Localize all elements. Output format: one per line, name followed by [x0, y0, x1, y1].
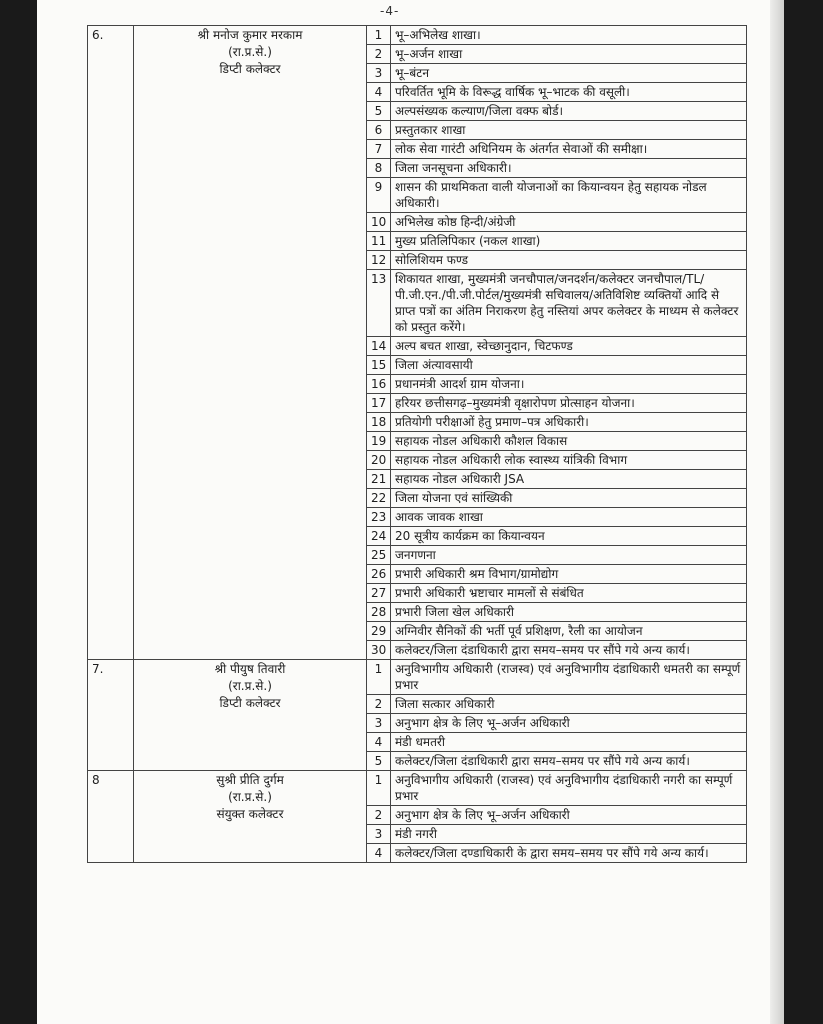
- duty-number: 25: [367, 546, 391, 565]
- duty-text: भू–अभिलेख शाखा।: [391, 26, 747, 45]
- page-edge: [770, 0, 784, 1024]
- duty-number: 23: [367, 508, 391, 527]
- duty-text: आवक जावक शाखा: [391, 508, 747, 527]
- officer-name: सुश्री प्रीति दुर्गम: [216, 773, 284, 787]
- officer-designation: संयुक्त कलेक्टर: [216, 807, 284, 821]
- duty-text: सोलिशियम फण्ड: [391, 251, 747, 270]
- officer-service: (रा.प्र.से.): [228, 679, 272, 693]
- duty-number: 5: [367, 102, 391, 121]
- duty-text: मंडी धमतरी: [391, 733, 747, 752]
- table-row: [88, 26, 747, 45]
- duty-number: 3: [367, 825, 391, 844]
- duty-text: हरियर छत्तीसगढ़–मुख्यमंत्री वृक्षारोपण प्रोत्साहन योजना।: [391, 394, 747, 413]
- duty-number: 4: [367, 844, 391, 863]
- officer-name: श्री पीयुष तिवारी: [214, 662, 286, 676]
- officer-designation: डिप्टी कलेक्टर: [219, 696, 281, 710]
- duty-number: 2: [367, 806, 391, 825]
- duty-number: 30: [367, 641, 391, 660]
- officer-cell: [134, 26, 367, 660]
- duty-text: प्रभारी जिला खेल अधिकारी: [391, 603, 747, 622]
- duty-number: 11: [367, 232, 391, 251]
- duty-text: भू–बंटन: [391, 64, 747, 83]
- duty-number: 20: [367, 451, 391, 470]
- duty-text: अल्प बचत शाखा, स्वेच्छानुदान, चिटफण्ड: [391, 337, 747, 356]
- duty-number: 18: [367, 413, 391, 432]
- duty-number: 12: [367, 251, 391, 270]
- duty-number: 28: [367, 603, 391, 622]
- duty-text: प्रधानमंत्री आदर्श ग्राम योजना।: [391, 375, 747, 394]
- duty-text: अभिलेख कोष्ठ हिन्दी/अंग्रेजी: [391, 213, 747, 232]
- duty-number: 4: [367, 733, 391, 752]
- duty-text: भू–अर्जन शाखा: [391, 45, 747, 64]
- duty-number: 29: [367, 622, 391, 641]
- duty-text: अनुभाग क्षेत्र के लिए भू–अर्जन अधिकारी: [391, 806, 747, 825]
- duty-text: प्रभारी अधिकारी भ्रष्टाचार मामलों से संबंधित: [391, 584, 747, 603]
- duty-number: 3: [367, 64, 391, 83]
- duty-text: प्रस्तुतकार शाखा: [391, 121, 747, 140]
- officer-serial: 6.: [88, 26, 134, 660]
- duty-text: अनुभाग क्षेत्र के लिए भू–अर्जन अधिकारी: [391, 714, 747, 733]
- officer-designation: डिप्टी कलेक्टर: [219, 62, 281, 76]
- duty-text: सहायक नोडल अधिकारी लोक स्वास्थ्य यांत्रिकी विभाग: [391, 451, 747, 470]
- duty-number: 7: [367, 140, 391, 159]
- duty-number: 5: [367, 752, 391, 771]
- table-row: [88, 771, 747, 806]
- work-allocation-table: [87, 25, 747, 863]
- duty-number: 1: [367, 771, 391, 806]
- duty-number: 2: [367, 45, 391, 64]
- duty-text: सहायक नोडल अधिकारी कौशल विकास: [391, 432, 747, 451]
- duty-number: 1: [367, 660, 391, 695]
- duty-number: 10: [367, 213, 391, 232]
- duty-number: 19: [367, 432, 391, 451]
- duty-number: 15: [367, 356, 391, 375]
- duty-text: मुख्य प्रतिलिपिकार (नकल शाखा): [391, 232, 747, 251]
- officer-service: (रा.प्र.से.): [228, 45, 272, 59]
- duty-number: 21: [367, 470, 391, 489]
- duty-number: 2: [367, 695, 391, 714]
- table-row: [88, 660, 747, 695]
- duty-text: कलेक्टर/जिला दंडाधिकारी द्वारा समय–समय पर सौंपे गये अन्य कार्य।: [391, 641, 747, 660]
- officer-cell: [134, 771, 367, 863]
- duty-text: शिकायत शाखा, मुख्यमंत्री जनचौपाल/जनदर्शन/कलेक्टर जनचौपाल/TL/पी.जी.एन./पी.जी.पोर्टल/मुख्यमंत्री सचिवालय/अतिविशिष्ट व्यक्तियों आदि से प्राप्त पत्रों का अंतिम निराकरण हेतु नस्तियां अपर कलेक्टर के माध्यम से कलेक्टर को प्रस्तुत करेंगे।: [391, 270, 747, 337]
- duty-number: 13: [367, 270, 391, 337]
- duty-text: जिला योजना एवं सांख्यिकी: [391, 489, 747, 508]
- duty-number: 3: [367, 714, 391, 733]
- officer-serial: 8: [88, 771, 134, 863]
- duty-number: 26: [367, 565, 391, 584]
- duty-text: 20 सूत्रीय कार्यक्रम का कियान्वयन: [391, 527, 747, 546]
- duty-text: जनगणना: [391, 546, 747, 565]
- duty-text: अल्पसंख्यक कल्याण/जिला वक्फ बोर्ड।: [391, 102, 747, 121]
- duty-number: 22: [367, 489, 391, 508]
- duty-text: कलेक्टर/जिला दण्डाधिकारी के द्वारा समय–समय पर सौंपे गये अन्य कार्य।: [391, 844, 747, 863]
- duty-number: 27: [367, 584, 391, 603]
- duty-number: 8: [367, 159, 391, 178]
- duty-text: अग्निवीर सैनिकों की भर्ती पूर्व प्रशिक्षण, रैली का आयोजन: [391, 622, 747, 641]
- officer-service: (रा.प्र.से.): [228, 790, 272, 804]
- duty-number: 4: [367, 83, 391, 102]
- duty-text: जिला सत्कार अधिकारी: [391, 695, 747, 714]
- duty-text: अनुविभागीय अधिकारी (राजस्व) एवं अनुविभागीय दंडाधिकारी नगरी का सम्पूर्ण प्रभार: [391, 771, 747, 806]
- duty-number: 6: [367, 121, 391, 140]
- duty-text: कलेक्टर/जिला दंडाधिकारी द्वारा समय–समय पर सौंपे गये अन्य कार्य।: [391, 752, 747, 771]
- duty-text: जिला अंत्यावसायी: [391, 356, 747, 375]
- duty-number: 1: [367, 26, 391, 45]
- duty-number: 24: [367, 527, 391, 546]
- duty-number: 16: [367, 375, 391, 394]
- officer-cell: [134, 660, 367, 771]
- duty-text: लोक सेवा गारंटी अधिनियम के अंतर्गत सेवाओं की समीक्षा।: [391, 140, 747, 159]
- duty-text: अनुविभागीय अधिकारी (राजस्व) एवं अनुविभागीय दंडाधिकारी धमतरी का सम्पूर्ण प्रभार: [391, 660, 747, 695]
- duty-text: जिला जनसूचना अधिकारी।: [391, 159, 747, 178]
- duty-text: शासन की प्राथमिकता वाली योजनाओं का कियान्वयन हेतु सहायक नोडल अधिकारी।: [391, 178, 747, 213]
- duty-number: 17: [367, 394, 391, 413]
- duty-text: सहायक नोडल अधिकारी JSA: [391, 470, 747, 489]
- duty-number: 14: [367, 337, 391, 356]
- page-number: -4-: [380, 4, 400, 18]
- duty-text: प्रतियोगी परीक्षाओं हेतु प्रमाण–पत्र अधिकारी।: [391, 413, 747, 432]
- officer-serial: 7.: [88, 660, 134, 771]
- duty-text: परिवर्तित भूमि के विरूद्ध वार्षिक भू–भाटक की वसूली।: [391, 83, 747, 102]
- duty-text: मंडी नगरी: [391, 825, 747, 844]
- duty-text: प्रभारी अधिकारी श्रम विभाग/ग्रामोद्योग: [391, 565, 747, 584]
- officer-name: श्री मनोज कुमार मरकाम: [197, 28, 303, 42]
- duty-number: 9: [367, 178, 391, 213]
